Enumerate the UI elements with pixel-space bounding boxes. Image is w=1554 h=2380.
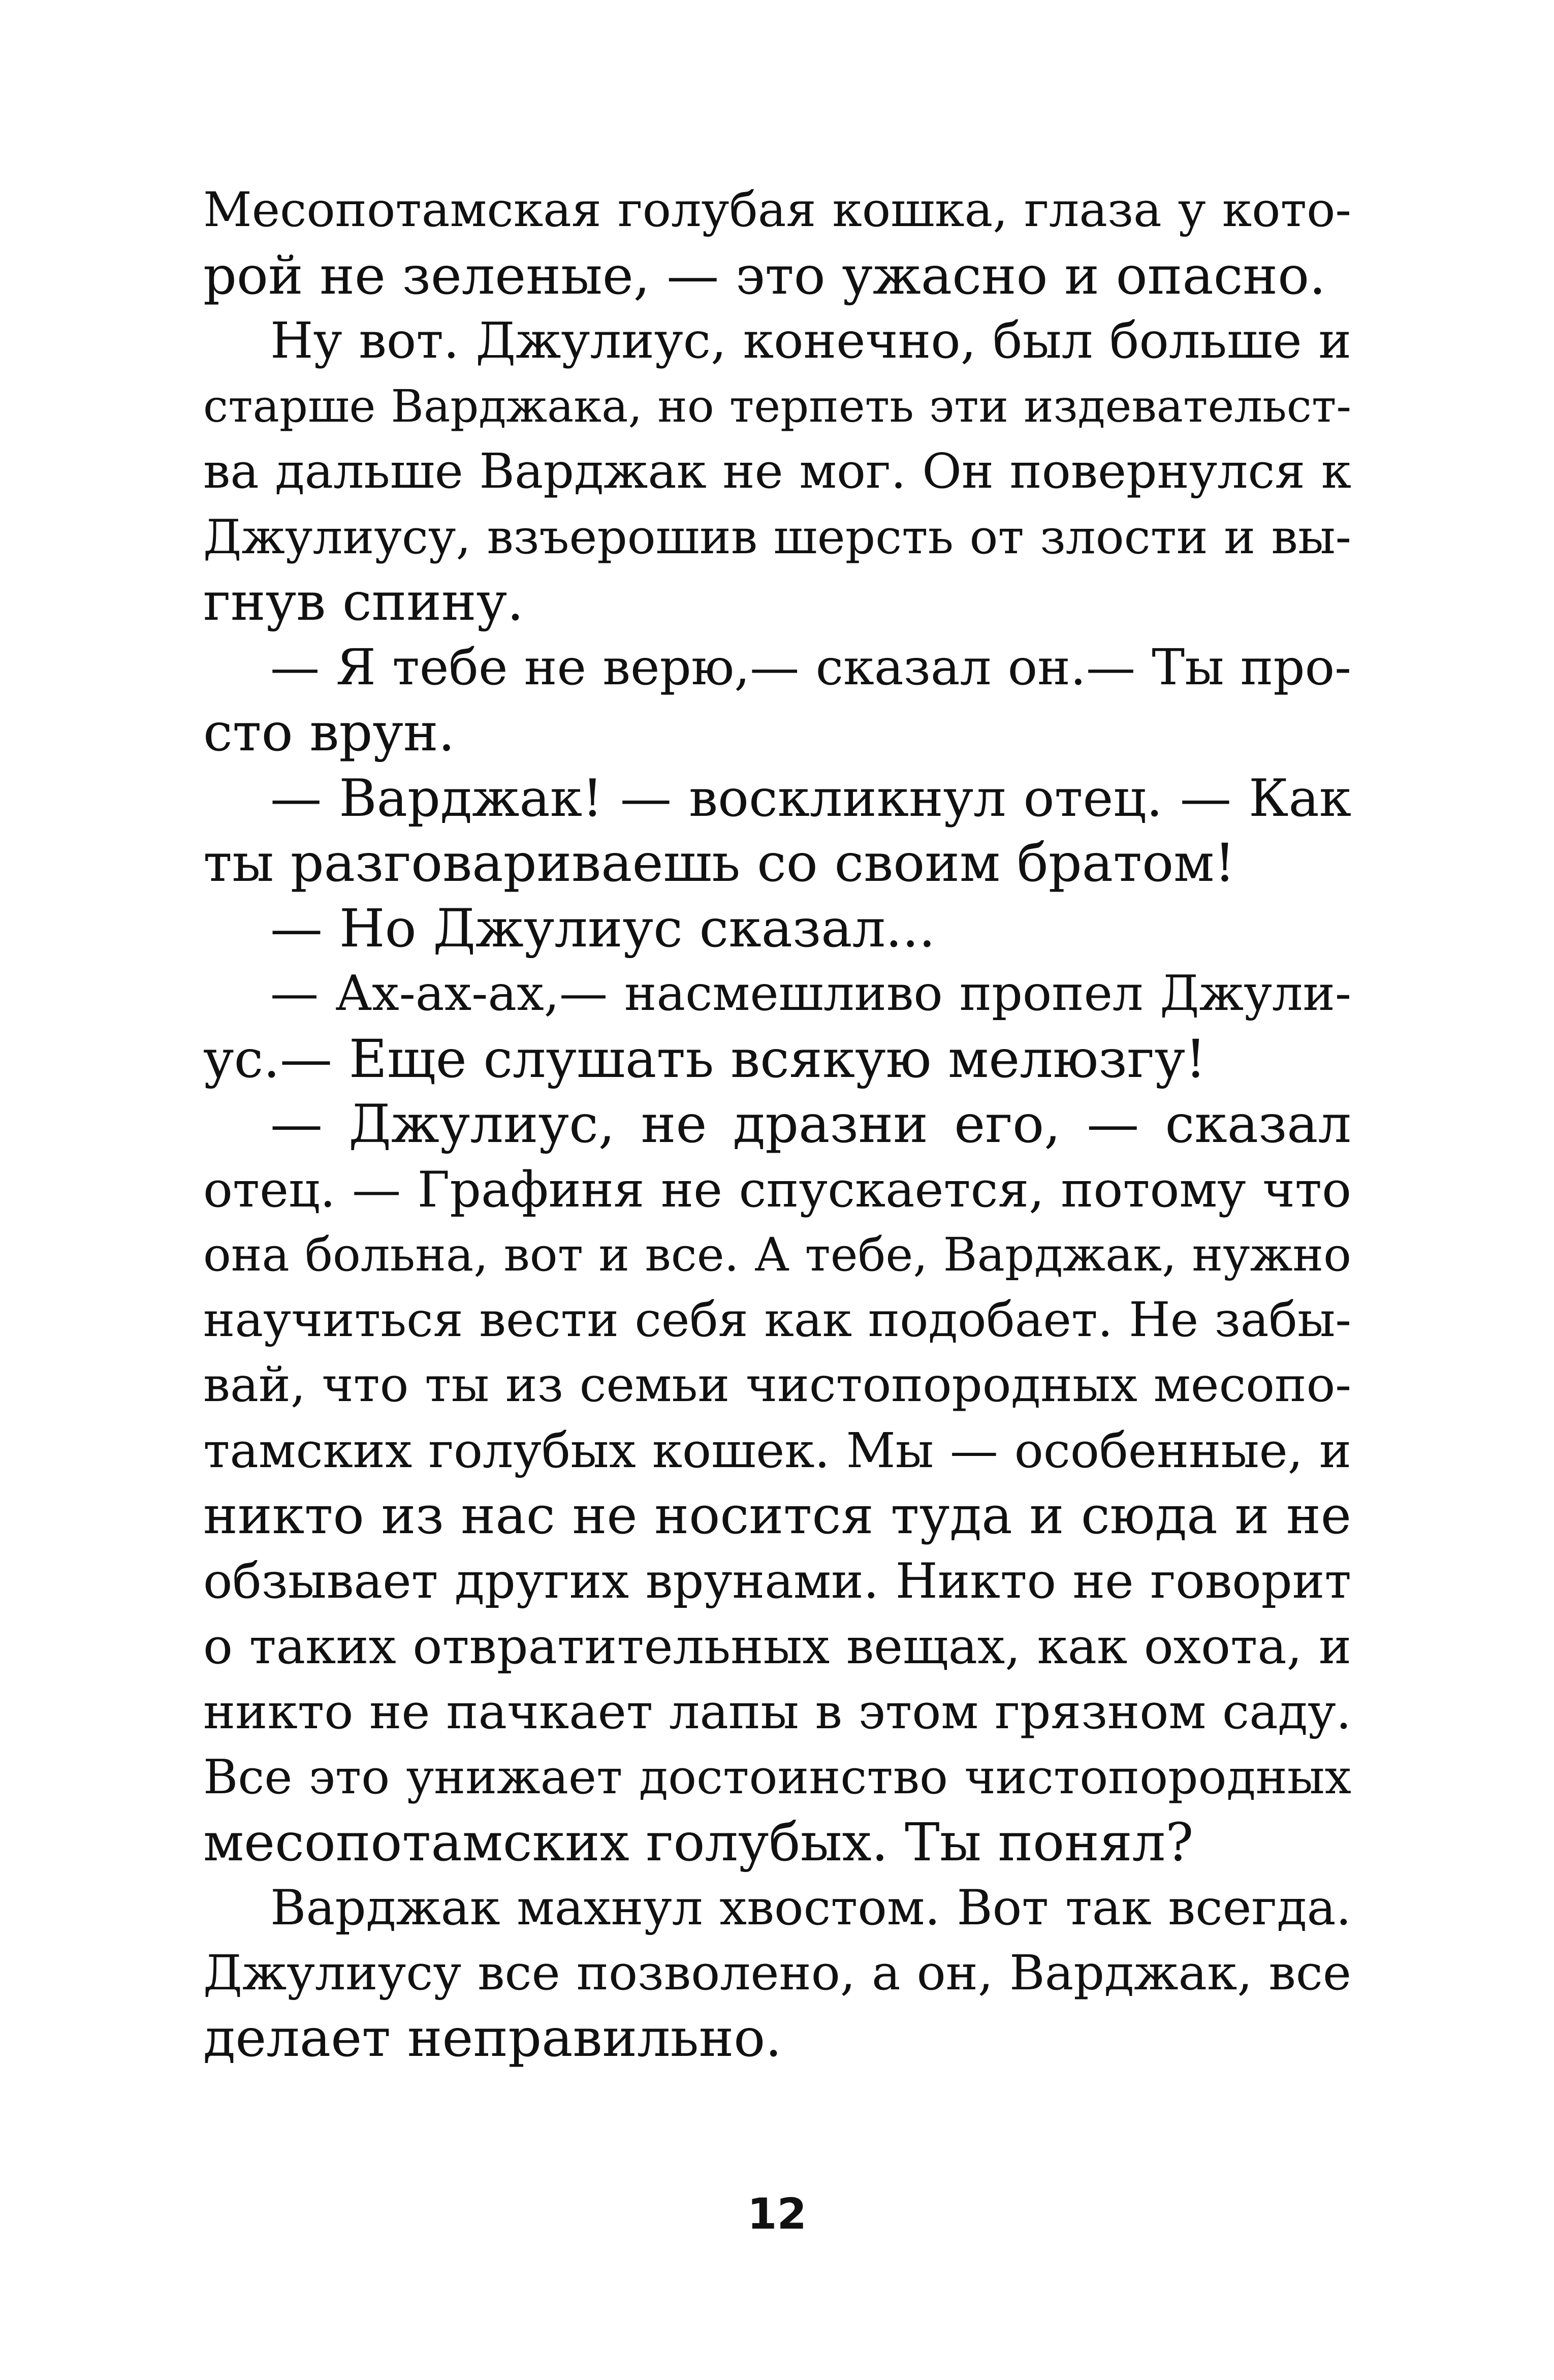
text-line: — Варджак! — воскликнул отец. — Как — [270, 768, 1351, 828]
text-line: месопотамских голубых. Ты понял? — [203, 1812, 1194, 1873]
text-line: гнув спину. — [203, 572, 524, 632]
text-line: Джулиусу, взъерошив шерсть от злости и вы- — [203, 509, 1351, 564]
text-line: старше Варджака, но терпеть эти издевательст- — [203, 380, 1351, 432]
text-line: Все это унижает достоинство чистопородных — [203, 1750, 1351, 1804]
text-line: научиться вести себя как подобает. Не забы- — [203, 1292, 1351, 1348]
text-line: сто врун. — [203, 702, 455, 763]
text-line: — Джулиус, не дразни его, — сказал — [270, 1094, 1351, 1155]
text-line: никто не пачкает лапы в этом грязном саду. — [203, 1684, 1351, 1740]
text-line: обзывает других врунами. Никто не говорит — [203, 1552, 1351, 1609]
text-line: Варджак махнул хвостом. Вот так всегда. — [270, 1879, 1351, 1936]
text-line: отец. — Графиня не спускается, потому что — [203, 1161, 1351, 1218]
text-line: вай, что ты из семьи чистопородных месопо- — [203, 1357, 1351, 1413]
text-line: тамских голубых кошек. Мы — особенные, и — [203, 1422, 1351, 1479]
text-line: Джулиусу все позволено, а он, Варджак, все — [203, 1945, 1351, 2001]
text-line: о таких отвратительных вещах, как охота, и — [203, 1618, 1351, 1675]
text-line: ва дальше Варджак не мог. Он повернулся к — [203, 443, 1351, 499]
text-line: — Ах-ах-ах,— насмешливо пропел Джули- — [270, 966, 1351, 1022]
text-line: делает неправильно. — [203, 2008, 782, 2069]
text-line: ты разговариваешь со своим братом! — [203, 833, 1235, 894]
text-line: она больна, вот и все. А тебе, Варджак, нужно — [203, 1228, 1351, 1282]
text-line: — Я тебе не верю,— сказал он.— Ты про- — [270, 638, 1351, 696]
text-line: — Но Джулиус сказал... — [270, 898, 936, 959]
text-line: рой не зеленые, — это ужасно и опасно. — [203, 245, 1326, 306]
body-text — [203, 178, 1351, 2071]
text-line: Месопотамская голубая кошка, глаза у кото- — [203, 182, 1351, 238]
page-number: 12 — [747, 2189, 807, 2239]
text-line: никто из нас не носится туда и сюда и не — [203, 1486, 1351, 1546]
text-line: ус.— Еще слушать всякую мелюзгу! — [203, 1028, 1207, 1090]
text-line: Ну вот. Джулиус, конечно, был больше и — [270, 312, 1351, 369]
